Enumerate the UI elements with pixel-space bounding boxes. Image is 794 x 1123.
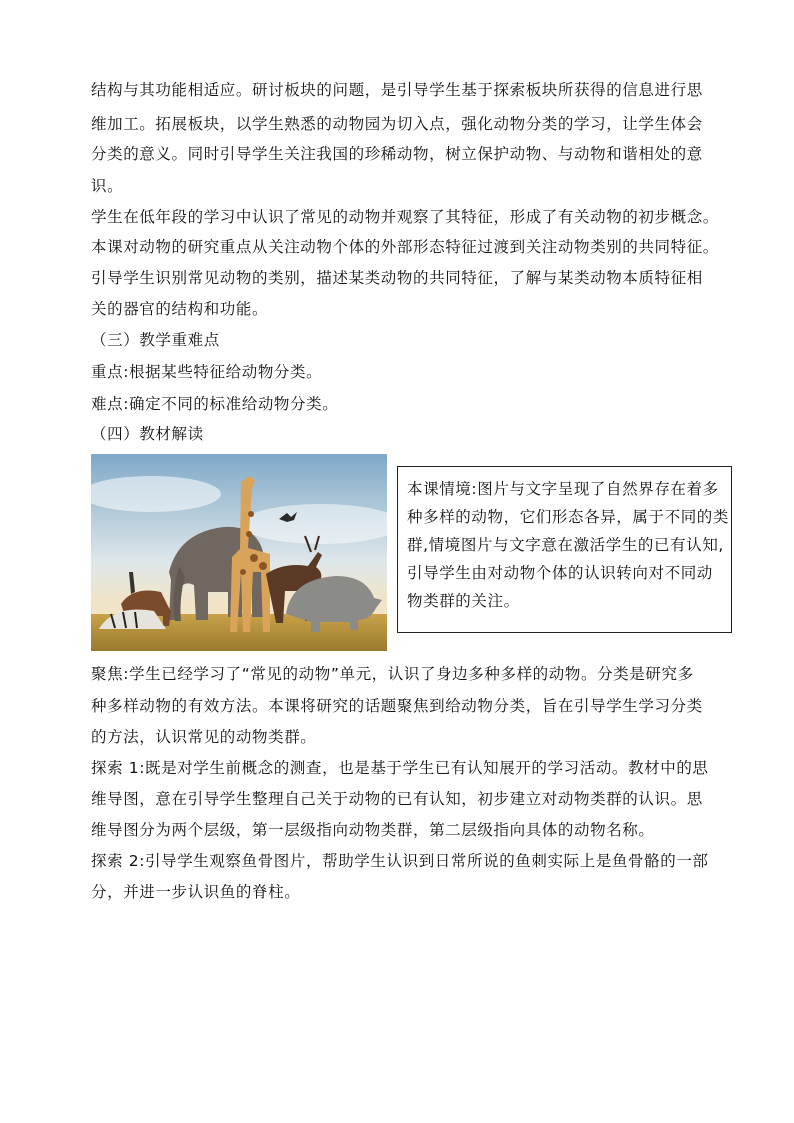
difficulty-point: 难点:确定不同的标准给动物分类。: [91, 395, 339, 413]
figure-note-line-4: 引导学生由对动物个体的认识转向对不同动: [407, 564, 713, 582]
figure-note-line-5: 物类群的关注。: [407, 592, 520, 610]
intro-line-4: 识。: [91, 177, 124, 195]
figure-note-line-1: 本课情境:图片与文字呈现了自然界存在着多: [407, 480, 719, 498]
explore1-line-2: 维导图，意在引导学生整理自己关于动物的已有认知，初步建立对动物类群的认识。思: [91, 790, 703, 808]
explore2-line-2: 分，并进一步认识鱼的脊柱。: [91, 883, 301, 901]
intro-line-2: 维加工。拓展板块，以学生熟悉的动物园为切入点，强化动物分类的学习，让学生体会: [91, 115, 703, 133]
intro-line-3: 分类的意义。同时引导学生关注我国的珍稀动物，树立保护动物、与动物和谐相处的意: [91, 145, 703, 163]
focus-line-3: 的方法，认识常见的动物类群。: [91, 728, 317, 746]
learner-line-1: 学生在低年段的学习中认识了常见的动物并观察了其特征，形成了有关动物的初步概念。: [91, 208, 719, 226]
focus-line-2: 种多样动物的有效方法。本课将研究的话题聚焦到给动物分类，旨在引导学生学习分类: [91, 697, 703, 715]
learner-line-4: 关的器官的结构和功能。: [91, 300, 269, 318]
focus-line-1: 聚焦:学生已经学习了“常见的动物”单元，认识了身边多种多样的动物。分类是研究多: [91, 665, 694, 683]
animals-illustration: [91, 454, 387, 651]
focus-point: 重点:根据某些特征给动物分类。: [91, 363, 323, 381]
figure-note-line-2: 种多样的动物，它们形态各异，属于不同的类: [407, 508, 730, 526]
learner-line-2: 本课对动物的研究重点从关注动物个体的外部形态特征过渡到关注动物类别的共同特征。: [91, 238, 719, 256]
heading-textbook: （四）教材解读: [91, 425, 204, 443]
explore1-line-3: 维导图分为两个层级，第一层级指向动物类群，第二层级指向具体的动物名称。: [91, 821, 655, 839]
explore2-line-1: 探索 2:引导学生观察鱼骨图片，帮助学生认识到日常所说的鱼刺实际上是鱼骨骼的一部: [91, 852, 709, 870]
learner-line-3: 引导学生识别常见动物的类别，描述某类动物的共同特征，了解与某类动物本质特征相: [91, 269, 703, 287]
figure-note-box: [397, 466, 732, 633]
animals-figure: [91, 454, 387, 651]
explore1-line-1: 探索 1:既是对学生前概念的测查，也是基于学生已有认知展开的学习活动。教材中的思: [91, 759, 709, 777]
intro-line-1: 结构与其功能相适应。研讨板块的问题，是引导学生基于探索板块所获得的信息进行思: [91, 81, 703, 99]
figure-note-line-3: 群,情境图片与文字意在激活学生的已有认知,: [407, 536, 724, 554]
heading-key-points: （三）教学重难点: [91, 331, 220, 349]
